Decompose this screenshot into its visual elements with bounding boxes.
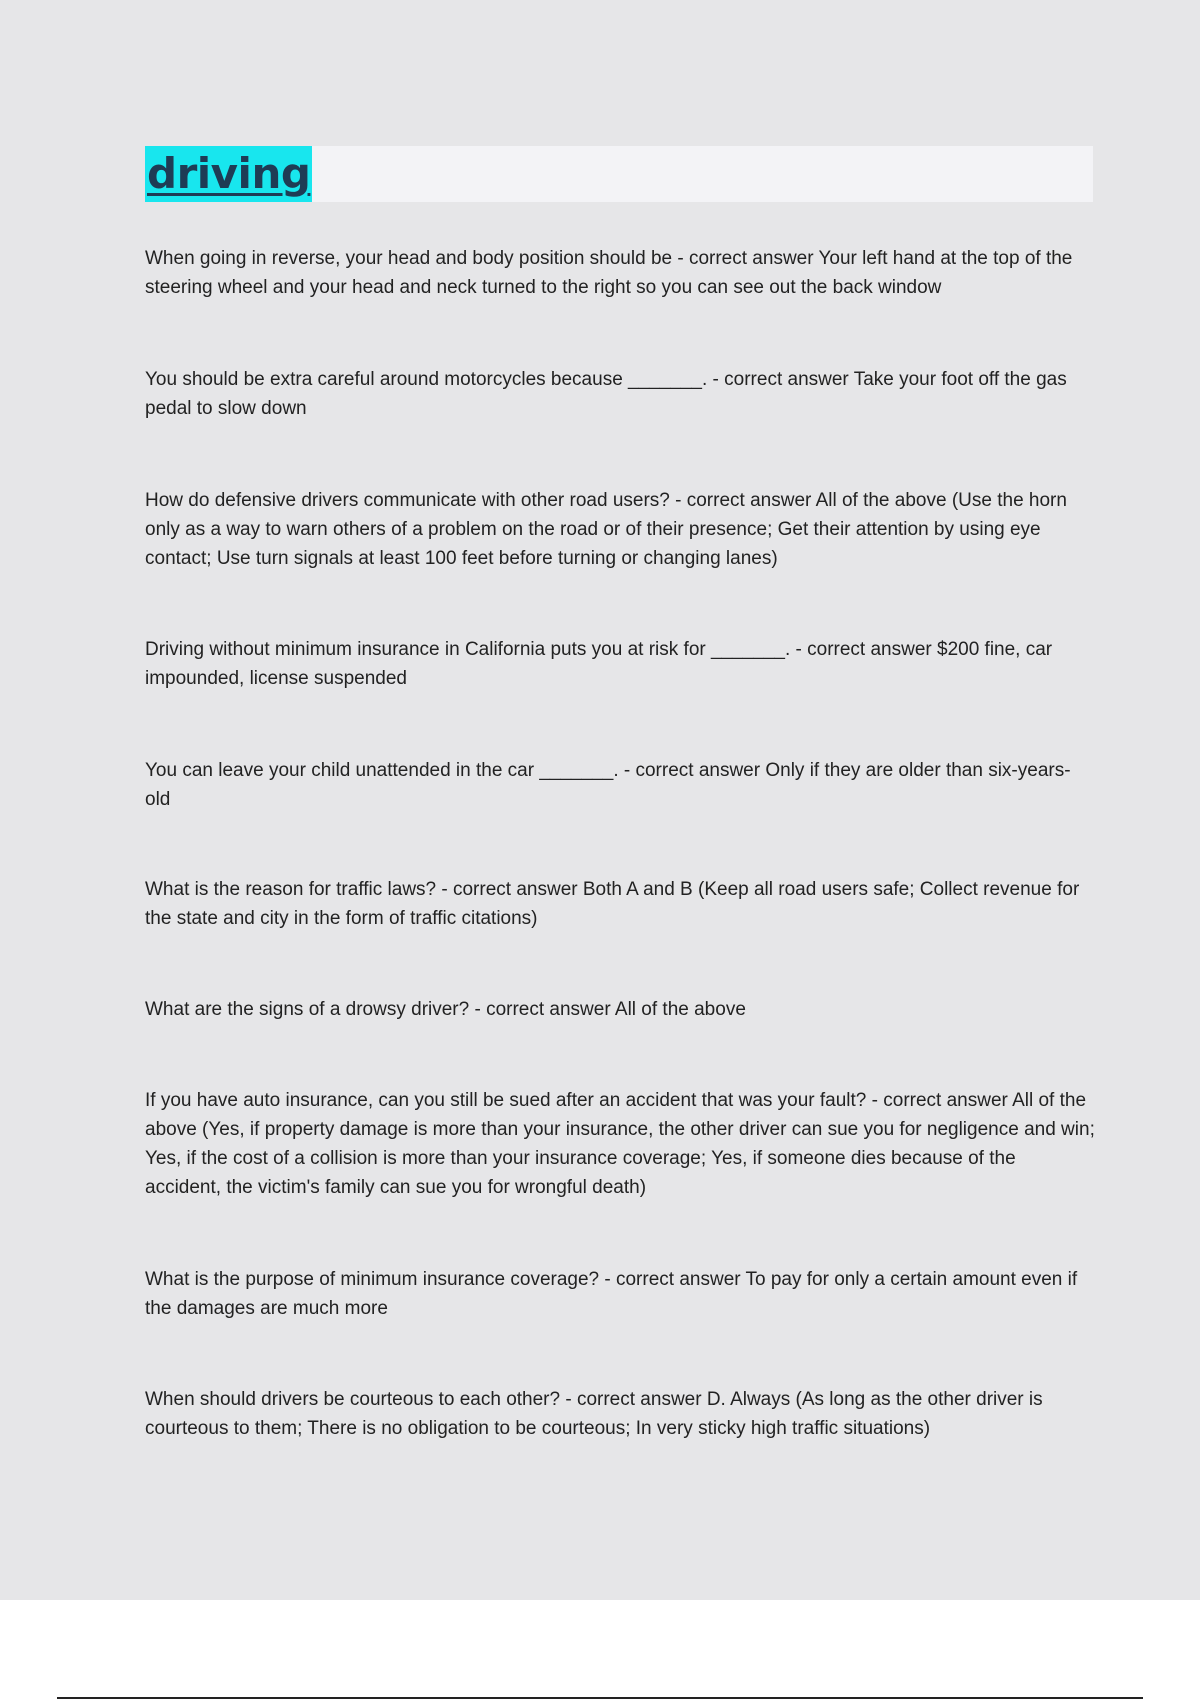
- qa-item: What is the reason for traffic laws? - correct answer Both A and B (Keep all road users safe; Collect revenue for the state and city in the form of traffic citations): [145, 879, 1080, 929]
- qa-item: What is the purpose of minimum insurance coverage? - correct answer To pay for only a certain amount even if the damages are much more: [145, 1269, 1078, 1319]
- qa-item: When should drivers be courteous to each other? - correct answer D. Always (As long as the other driver is courteous to them; There is no obligation to be courteous; In very sticky high traffic situations): [145, 1389, 1043, 1439]
- qa-item: You should be extra careful around motorcycles because _______. - correct answer Take your foot off the gas pedal to slow down: [145, 369, 1067, 419]
- qa-item: You can leave your child unattended in the car _______. - correct answer Only if they are older than six-years-old: [145, 760, 1071, 810]
- page-title: driving: [145, 146, 312, 202]
- qa-item: If you have auto insurance, can you still be sued after an accident that was your fault? - correct answer All of the above (Yes, if property damage is more than your insurance, the other driver can sue you for negligence and win; Yes, if the cost of a collision is more than your insurance coverage; Yes, if someone dies because of the accident, the victim's family can sue you for wrongful death): [145, 1090, 1095, 1198]
- qa-item: Driving without minimum insurance in California puts you at risk for _______. - correct answer $200 fine, car impounded, license suspended: [145, 639, 1053, 689]
- qa-item: When going in reverse, your head and body position should be - correct answer Your left hand at the top of the steering wheel and your head and neck turned to the right so you can see out the back window: [145, 248, 1073, 298]
- footer-divider: [57, 1697, 1143, 1699]
- qa-item: How do defensive drivers communicate with other road users? - correct answer All of the above (Use the horn only as a way to warn others of a problem on the road or of their presence; Get their attention by using eye contact; Use turn signals at least 100 feet before turning or changing lanes): [145, 490, 1067, 569]
- title-bar: [145, 146, 1093, 202]
- qa-item: What are the signs of a drowsy driver? - correct answer All of the above: [145, 999, 746, 1020]
